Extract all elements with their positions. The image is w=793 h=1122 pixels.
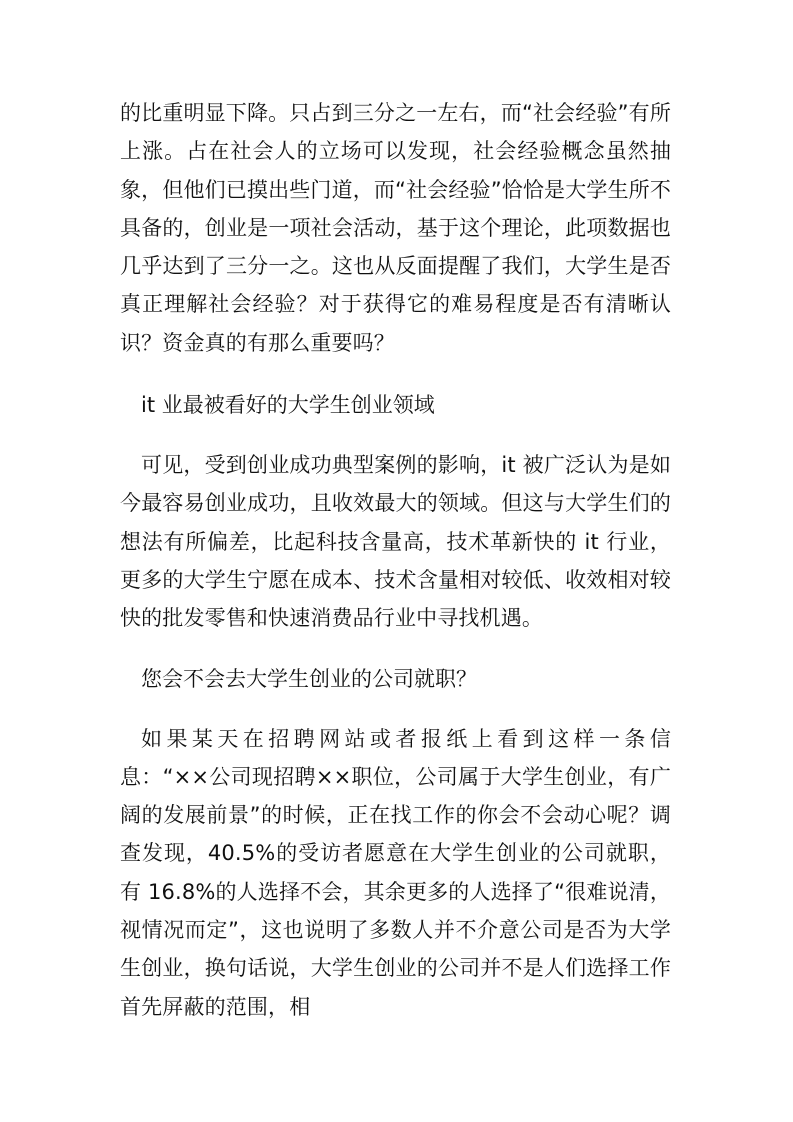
paragraph-social-experience: 的比重明显下降。只占到三分之一左右，而“社会经验”有所上涨。占在社会人的立场可以发现，社会经验概念虽然抽象，但他们已摸出些门道，而“社会经验”恰恰是大学生所不具备的，创业是一项社会活动，基于这个理论，此项数据也几乎达到了三分一之。这也从反面提醒了我们，大学生是否真正理解社会经验？对于获得它的难易程度是否有清晰认识？资金真的有那么重要吗？ <box>120 101 671 355</box>
document-body <box>120 94 671 1026</box>
section-heading-employment: 您会不会去大学生创业的公司就职？ <box>141 666 477 691</box>
section-heading-it-field: it 业最被看好的大学生创业领域 <box>141 393 435 418</box>
paragraph-it-field: 可见，受到创业成功典型案例的影响，it 被广泛认为是如今最容易创业成功，且收效最大的领域。但这与大学生们的想法有所偏差，比起科技含量高，技术革新快的 it 行业，更多的大学生宁愿在成本、技术含量相对较低、收效相对较快的批发零售和快速消费品行业中寻找机遇。 <box>120 453 671 631</box>
paragraph-employment: 如果某天在招聘网站或者报纸上看到这样一条信息：“××公司现招聘××职位，公司属于大学生创业，有广阔的发展前景”的时候，正在找工作的你会不会动心呢？调查发现，40.5%的受访者愿意在大学生创业的公司就职，有 16.8%的人选择不会，其余更多的人选择了“很难说清，视情况而定”，这也说明了多数人并不介意公司是否为大学生创业，换句话说，大学生创业的公司并不是人们选择工作首先屏蔽的范围，相 <box>120 726 671 1019</box>
